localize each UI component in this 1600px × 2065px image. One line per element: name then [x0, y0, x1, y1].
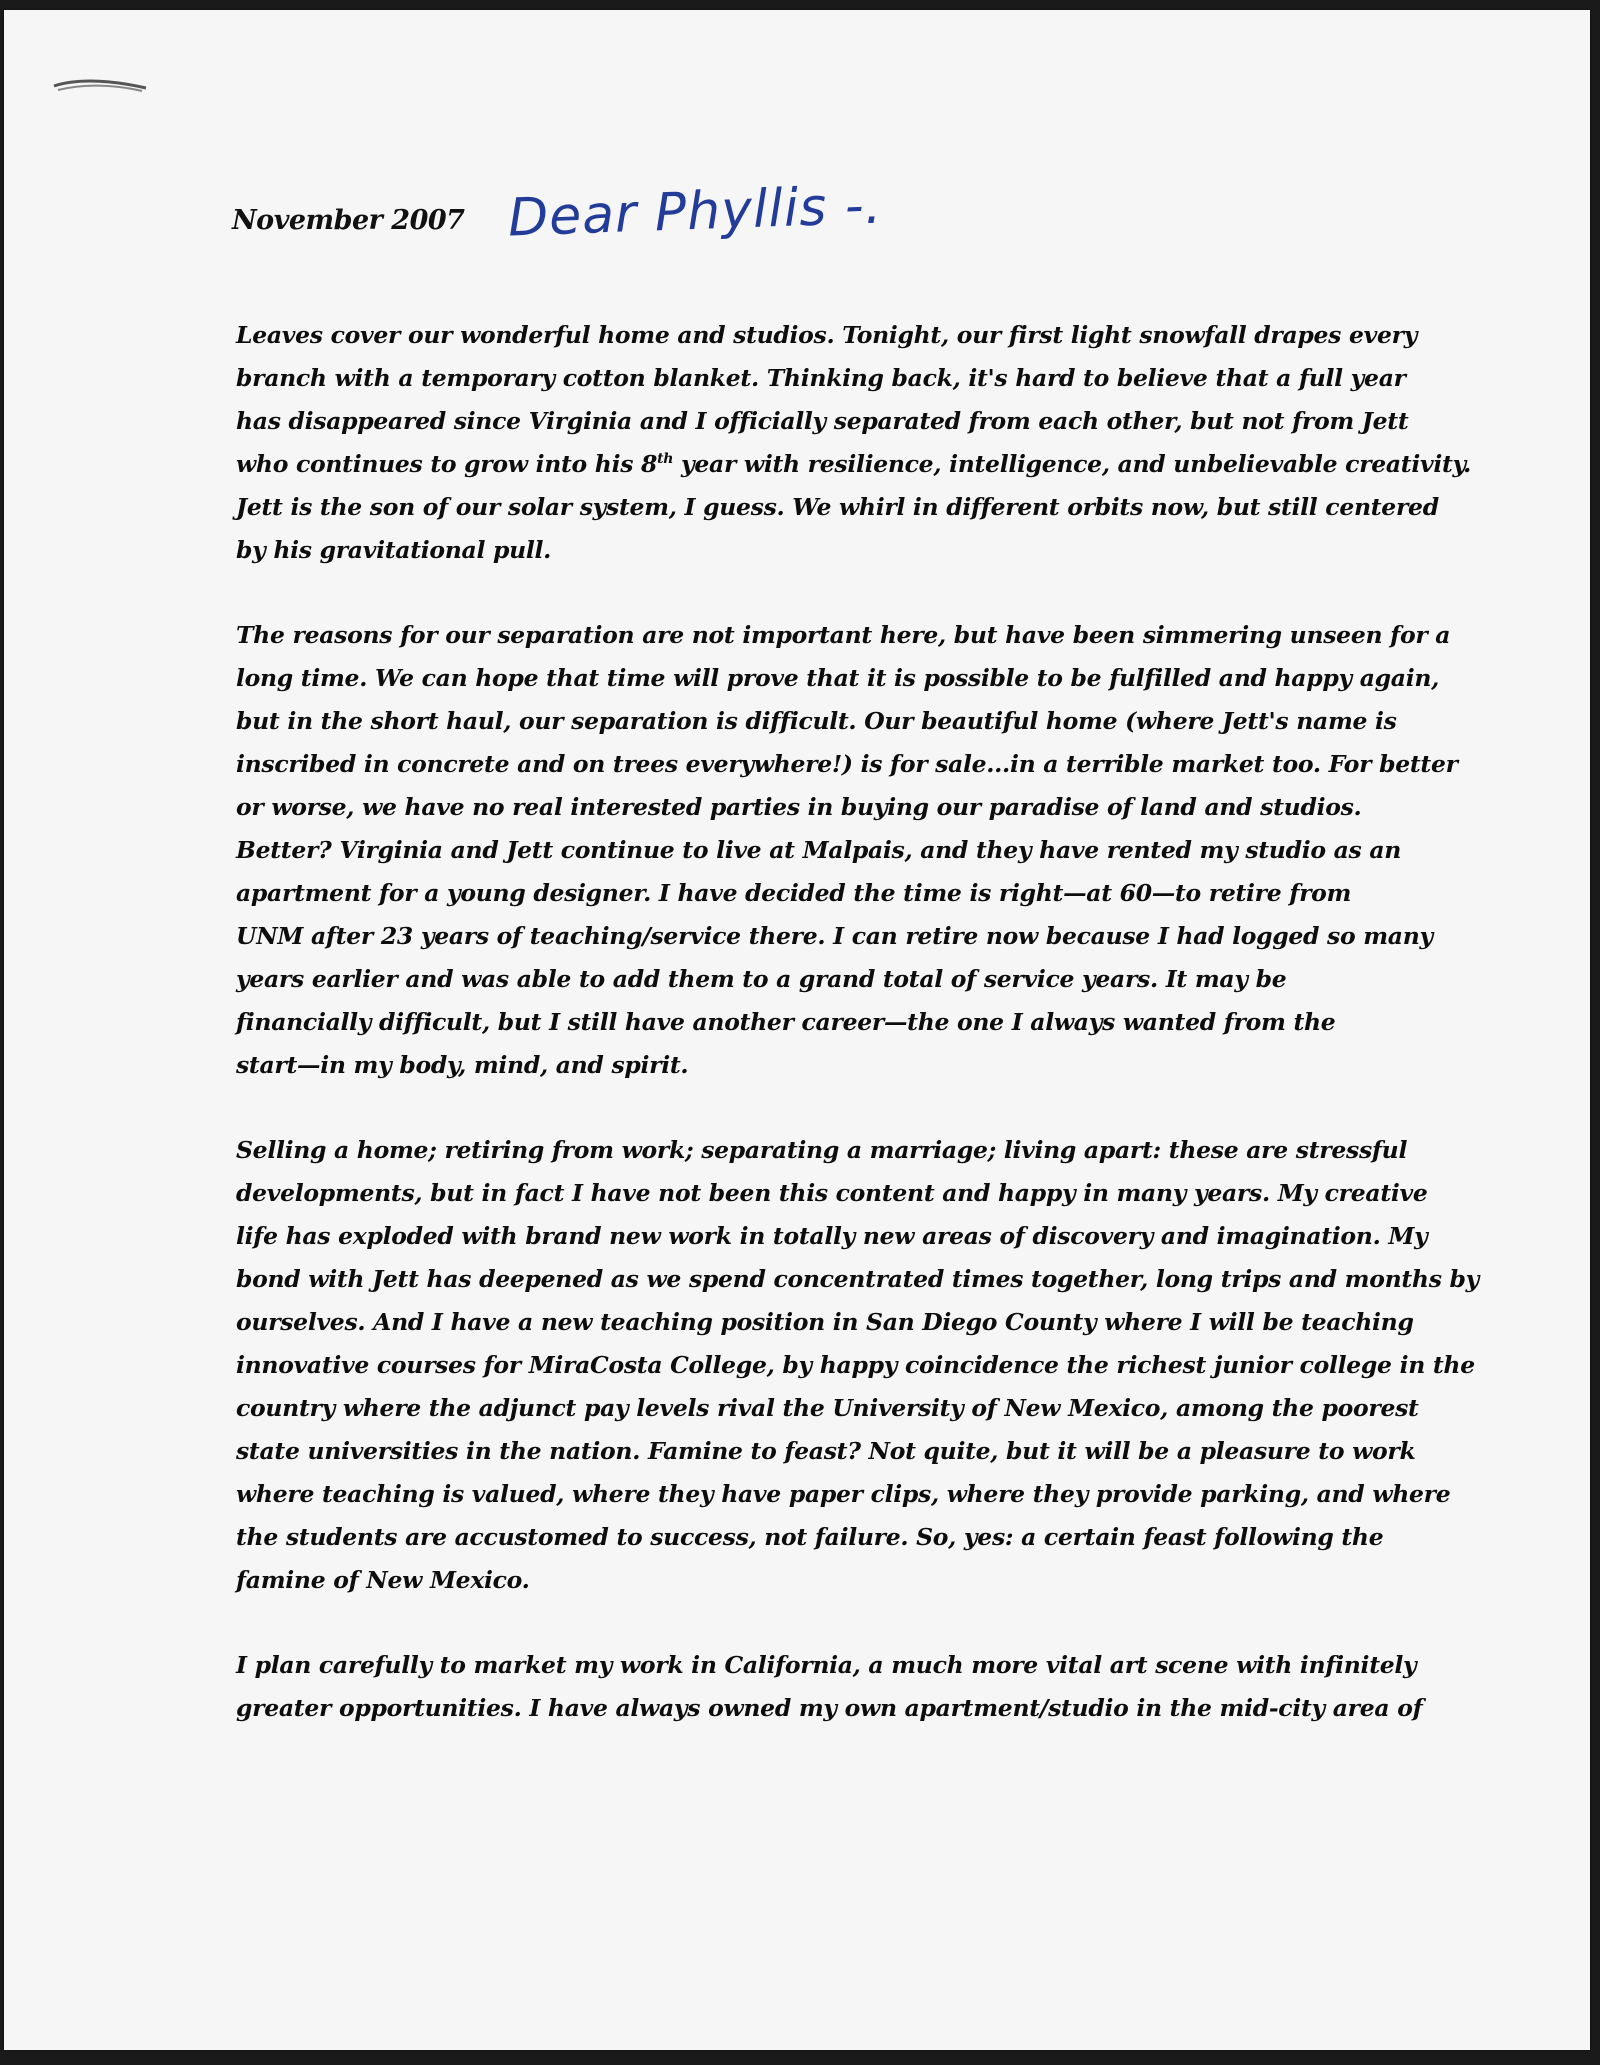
text-line: inscribed in concrete and on trees everywhere!) is for sale...in a terrible market too. For better	[236, 750, 1458, 778]
text-line: innovative courses for MiraCosta College, by happy coincidence the richest junior college in the	[236, 1351, 1475, 1379]
text-line: branch with a temporary cotton blanket. Thinking back, it's hard to believe that a full year	[236, 364, 1406, 392]
text-line: years earlier and was able to add them to a grand total of service years. It may be	[236, 965, 1287, 993]
text-line: Better? Virginia and Jett continue to live at Malpais, and they have rented my studio as an	[236, 836, 1402, 864]
text-line: developments, but in fact I have not been this content and happy in many years. My creative	[236, 1179, 1428, 1207]
handwritten-salutation: Dear Phyllis -.	[507, 175, 884, 249]
text-line: Leaves cover our wonderful home and studios. Tonight, our first light snowfall drapes every	[236, 321, 1418, 349]
text-line: ourselves. And I have a new teaching position in San Diego County where I will be teaching	[236, 1308, 1414, 1336]
text-line: greater opportunities. I have always owned my own apartment/studio in the mid-city area of	[236, 1694, 1423, 1722]
text-line: who continues to grow into his 8th year with resilience, intelligence, and unbelievable creativity.	[236, 450, 1472, 478]
staple-mark-icon	[52, 76, 148, 94]
text-line: the students are accustomed to success, not failure. So, yes: a certain feast following the	[236, 1523, 1384, 1551]
text-line: UNM after 23 years of teaching/service there. I can retire now because I had logged so many	[236, 922, 1433, 950]
letter-header	[232, 175, 884, 249]
paragraph-3	[236, 1129, 1479, 1602]
paragraph-4	[236, 1644, 1423, 1730]
text-line: Selling a home; retiring from work; separating a marriage; living apart: these are stressful	[236, 1136, 1408, 1164]
text-line: financially difficult, but I still have another career—the one I always wanted from the	[236, 1008, 1336, 1036]
text-line: famine of New Mexico.	[236, 1566, 530, 1594]
text-line: Jett is the son of our solar system, I guess. We whirl in different orbits now, but still centered	[236, 493, 1439, 521]
text-line: country where the adjunct pay levels rival the University of New Mexico, among the poorest	[236, 1394, 1419, 1422]
text-line: start—in my body, mind, and spirit.	[236, 1051, 689, 1079]
text-line: life has exploded with brand new work in totally new areas of discovery and imagination. My	[236, 1222, 1428, 1250]
text-line: apartment for a young designer. I have decided the time is right—at 60—to retire from	[236, 879, 1352, 907]
letter-page	[4, 10, 1590, 2050]
text-line: I plan carefully to market my work in California, a much more vital art scene with infinitely	[236, 1651, 1417, 1679]
paragraph-1	[236, 314, 1472, 572]
text-line: but in the short haul, our separation is difficult. Our beautiful home (where Jett's name is	[236, 707, 1397, 735]
letter-date: November 2007	[232, 205, 465, 236]
letter-body	[236, 314, 1479, 1772]
text-line: state universities in the nation. Famine to feast? Not quite, but it will be a pleasure to work	[236, 1437, 1416, 1465]
text-line: bond with Jett has deepened as we spend concentrated times together, long trips and months by	[236, 1265, 1479, 1293]
text-line: or worse, we have no real interested parties in buying our paradise of land and studios.	[236, 793, 1362, 821]
paragraph-2	[236, 614, 1458, 1087]
text-line: long time. We can hope that time will prove that it is possible to be fulfilled and happy again,	[236, 664, 1440, 692]
text-line: has disappeared since Virginia and I officially separated from each other, but not from Jett	[236, 407, 1409, 435]
text-line: where teaching is valued, where they have paper clips, where they provide parking, and where	[236, 1480, 1451, 1508]
text-line: by his gravitational pull.	[236, 536, 552, 564]
text-line: The reasons for our separation are not important here, but have been simmering unseen for a	[236, 621, 1451, 649]
